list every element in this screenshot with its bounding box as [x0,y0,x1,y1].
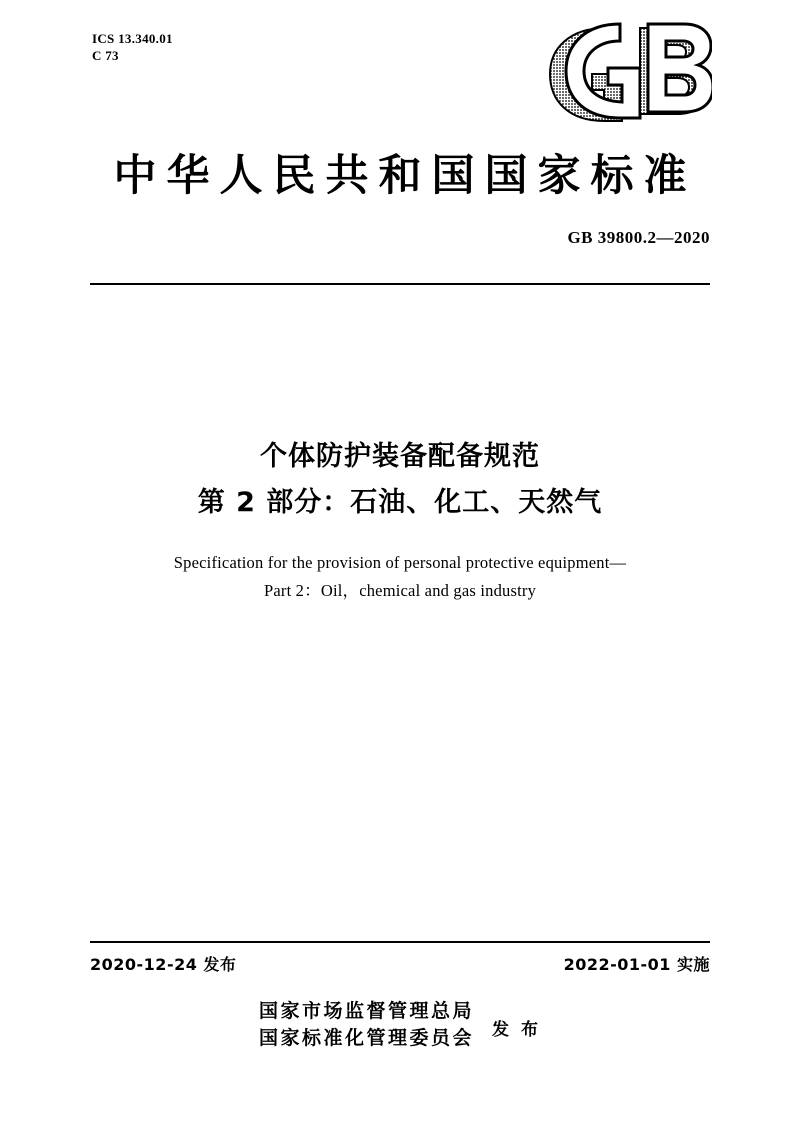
divider-bottom [90,941,710,943]
issuer-line1: 国家市场监督管理总局 [259,1000,475,1022]
ics-code: ICS 13.340.01 [92,31,173,46]
page-title: 中华人民共和国国家标准 [113,151,697,201]
document-title-block [0,435,800,605]
issuer-verb: 发 布 [492,1019,541,1040]
ics-classification-block [92,30,173,64]
issuer-line2: 国家标准化管理委员会 [259,1027,475,1049]
document-title-en-line2: Part 2：Oil，chemical and gas industry [263,581,537,600]
document-title-cn-line1: 个体防护装备配备规范 [260,441,540,472]
document-title-en-line1: Specification for the provision of personal protective equipment— [173,553,627,572]
issuer-block [0,998,800,1052]
ccs-code: C 73 [92,48,119,63]
issue-date: 2020-12-24 发布 [90,955,237,974]
issuer-names [259,998,474,1052]
date-row [90,952,710,975]
document-title-cn-line2: 第 2 部分：石油、化工、天然气 [197,487,603,518]
gb-logo-icon [544,22,712,127]
standard-number: GB 39800.2—2020 [567,228,710,247]
effective-date: 2022-01-01 实施 [563,955,710,974]
divider-top [90,283,710,285]
